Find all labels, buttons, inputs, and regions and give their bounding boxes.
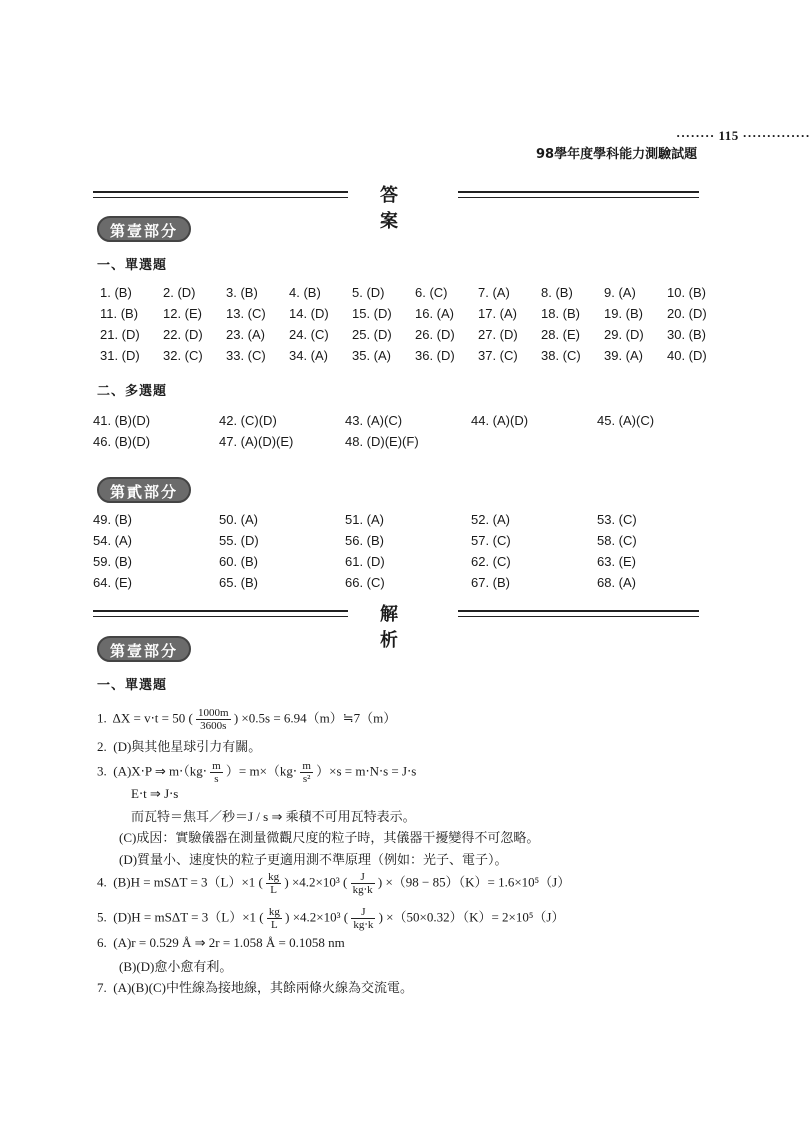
answer-item: 1. (B): [100, 285, 132, 300]
explanation-5: 5. (D)H = mSΔT = 3（L）×1 ( $\frac{kg}{L}$ ) ×4.2×10³ ( $\frac{J}{kg‧k}$ ) ×（50×0.32）（K）= 2×10⁵（J）: [97, 906, 565, 931]
answer-item: 63. (E): [597, 554, 637, 569]
answer-item: 4. (B): [289, 285, 321, 300]
multi-choice-label: 二、多選題: [97, 384, 168, 399]
answer-item: 43. (A)(C): [345, 413, 403, 428]
answer-item: 37. (C): [478, 348, 518, 363]
answer-item: 58. (C): [597, 533, 637, 548]
answer-item: 27. (D): [478, 327, 518, 342]
page-header-title: 98學年度學科能力測驗試題: [536, 147, 698, 162]
answer-item: 29. (D): [604, 327, 644, 342]
explanation-3-line4: (C)成因：實驗儀器在測量微觀尺度的粒子時，其儀器干擾變得不可忽略。: [119, 830, 540, 845]
explanation-2: 2. (D)與其他星球引力有關。: [97, 739, 262, 754]
answer-item: 44. (A)(D): [471, 413, 529, 428]
answer-item: 5. (D): [352, 285, 385, 300]
answer-item: 32. (C): [163, 348, 203, 363]
answer-item: 47. (A)(D)(E): [219, 434, 294, 449]
answer-item: 46. (B)(D): [93, 434, 151, 449]
answer-item: 41. (B)(D): [93, 413, 151, 428]
answers-title: 答 案: [348, 181, 458, 233]
answer-item: 20. (D): [667, 306, 707, 321]
explanation-6: 6. (A)r = 0.529 Å ⇒ 2r = 1.058 Å = 0.1058 nm: [97, 935, 345, 950]
answer-item: 57. (C): [471, 533, 511, 548]
answer-item: 26. (D): [415, 327, 455, 342]
answer-item: 49. (B): [93, 512, 133, 527]
part1-explain-badge: 第壹部分: [97, 636, 191, 662]
answer-item: 55. (D): [219, 533, 259, 548]
answer-item: 21. (D): [100, 327, 140, 342]
answer-item: 28. (E): [541, 327, 581, 342]
answer-item: 51. (A): [345, 512, 385, 527]
answer-item: 24. (C): [289, 327, 329, 342]
single-choice-label: 一、單選題: [97, 258, 168, 273]
explanation-3-line5: (D)質量小、速度快的粒子更適用測不準原理（例如：光子、電子）。: [119, 852, 508, 867]
answer-item: 16. (A): [415, 306, 455, 321]
answer-item: 34. (A): [289, 348, 329, 363]
answer-item: 11. (B): [100, 306, 139, 321]
explanation-1: 1. ΔX = v‧t = 50 ( $\frac{1000m}{3600s}$ ) ×0.5s = 6.94（m）≒7（m）: [97, 707, 397, 732]
answer-item: 13. (C): [226, 306, 266, 321]
answer-item: 8. (B): [541, 285, 573, 300]
answer-item: 56. (B): [345, 533, 385, 548]
answer-item: 25. (D): [352, 327, 392, 342]
part1-badge: 第壹部分: [97, 216, 191, 242]
answer-item: 23. (A): [226, 327, 266, 342]
fraction: $\frac{m}{s}$: [212, 760, 221, 785]
answer-item: 48. (D)(E)(F): [345, 434, 419, 449]
answer-item: 33. (C): [226, 348, 266, 363]
answer-item: 31. (D): [100, 348, 140, 363]
answer-item: 15. (D): [352, 306, 392, 321]
fraction: $\frac{kg}{L}$: [268, 871, 280, 896]
answer-item: 39. (A): [604, 348, 644, 363]
answer-item: 14. (D): [289, 306, 329, 321]
answer-item: 18. (B): [541, 306, 581, 321]
answer-item: 61. (D): [345, 554, 385, 569]
answer-item: 40. (D): [667, 348, 707, 363]
answer-item: 67. (B): [471, 575, 511, 590]
answer-item: 12. (E): [163, 306, 203, 321]
explanation-4: 4. (B)H = mSΔT = 3（L）×1 ( $\frac{kg}{L}$ ) ×4.2×10³ ( $\frac{J}{kg‧k}$ ) ×（98 − 85）（K）= 1.6×10⁵（J）: [97, 871, 571, 896]
answer-item: 22. (D): [163, 327, 203, 342]
answer-item: 9. (A): [604, 285, 636, 300]
answer-item: 2. (D): [163, 285, 196, 300]
explanation-3: 3. (A)X‧P ⇒ m‧（kg‧ $\frac{m}{s}$ ）= m×（kg‧ $\frac{m}{\text{s²}}$ ）×s = m‧N‧s = J‧s: [97, 760, 417, 785]
answer-item: 54. (A): [93, 533, 133, 548]
answer-item: 59. (B): [93, 554, 133, 569]
explanation-3-line2: E‧t ⇒ J‧s: [131, 786, 179, 801]
fraction: $\frac{kg}{L}$: [268, 906, 280, 931]
answer-item: 30. (B): [667, 327, 707, 342]
explain-title: 解 析: [348, 600, 458, 652]
answer-item: 36. (D): [415, 348, 455, 363]
answer-item: 17. (A): [478, 306, 518, 321]
answer-item: 10. (B): [667, 285, 707, 300]
answer-item: 3. (B): [226, 285, 258, 300]
answer-item: 62. (C): [471, 554, 511, 569]
answer-item: 35. (A): [352, 348, 392, 363]
fraction: $\frac{J}{kg‧k}$: [353, 906, 374, 931]
answer-item: 6. (C): [415, 285, 448, 300]
answer-item: 60. (B): [219, 554, 259, 569]
answer-item: 64. (E): [93, 575, 133, 590]
page-number: ········ 115 ··············: [676, 128, 810, 143]
answer-item: 53. (C): [597, 512, 637, 527]
fraction: $\frac{m}{\text{s²}}$: [302, 760, 311, 785]
explanation-7: 7. (A)(B)(C)中性線為接地線，其餘兩條火線為交流電。: [97, 980, 413, 995]
part2-badge: 第貳部分: [97, 477, 191, 503]
answer-item: 42. (C)(D): [219, 413, 277, 428]
answer-item: 19. (B): [604, 306, 644, 321]
explanation-3-line3: 而瓦特＝焦耳／秒＝J / s ⇒ 乘積不可用瓦特表示。: [131, 809, 416, 824]
answer-item: 38. (C): [541, 348, 581, 363]
answer-item: 68. (A): [597, 575, 637, 590]
answer-item: 50. (A): [219, 512, 259, 527]
single-choice-explain-label: 一、單選題: [97, 678, 168, 693]
fraction: $\frac{J}{kg‧k}$: [352, 871, 373, 896]
answer-item: 65. (B): [219, 575, 259, 590]
explanation-6-line2: (B)(D)愈小愈有利。: [119, 959, 233, 974]
answer-item: 45. (A)(C): [597, 413, 655, 428]
answer-item: 7. (A): [478, 285, 510, 300]
answer-item: 52. (A): [471, 512, 511, 527]
fraction: $\frac{1000m}{3600s}$: [198, 707, 229, 732]
answer-item: 66. (C): [345, 575, 385, 590]
